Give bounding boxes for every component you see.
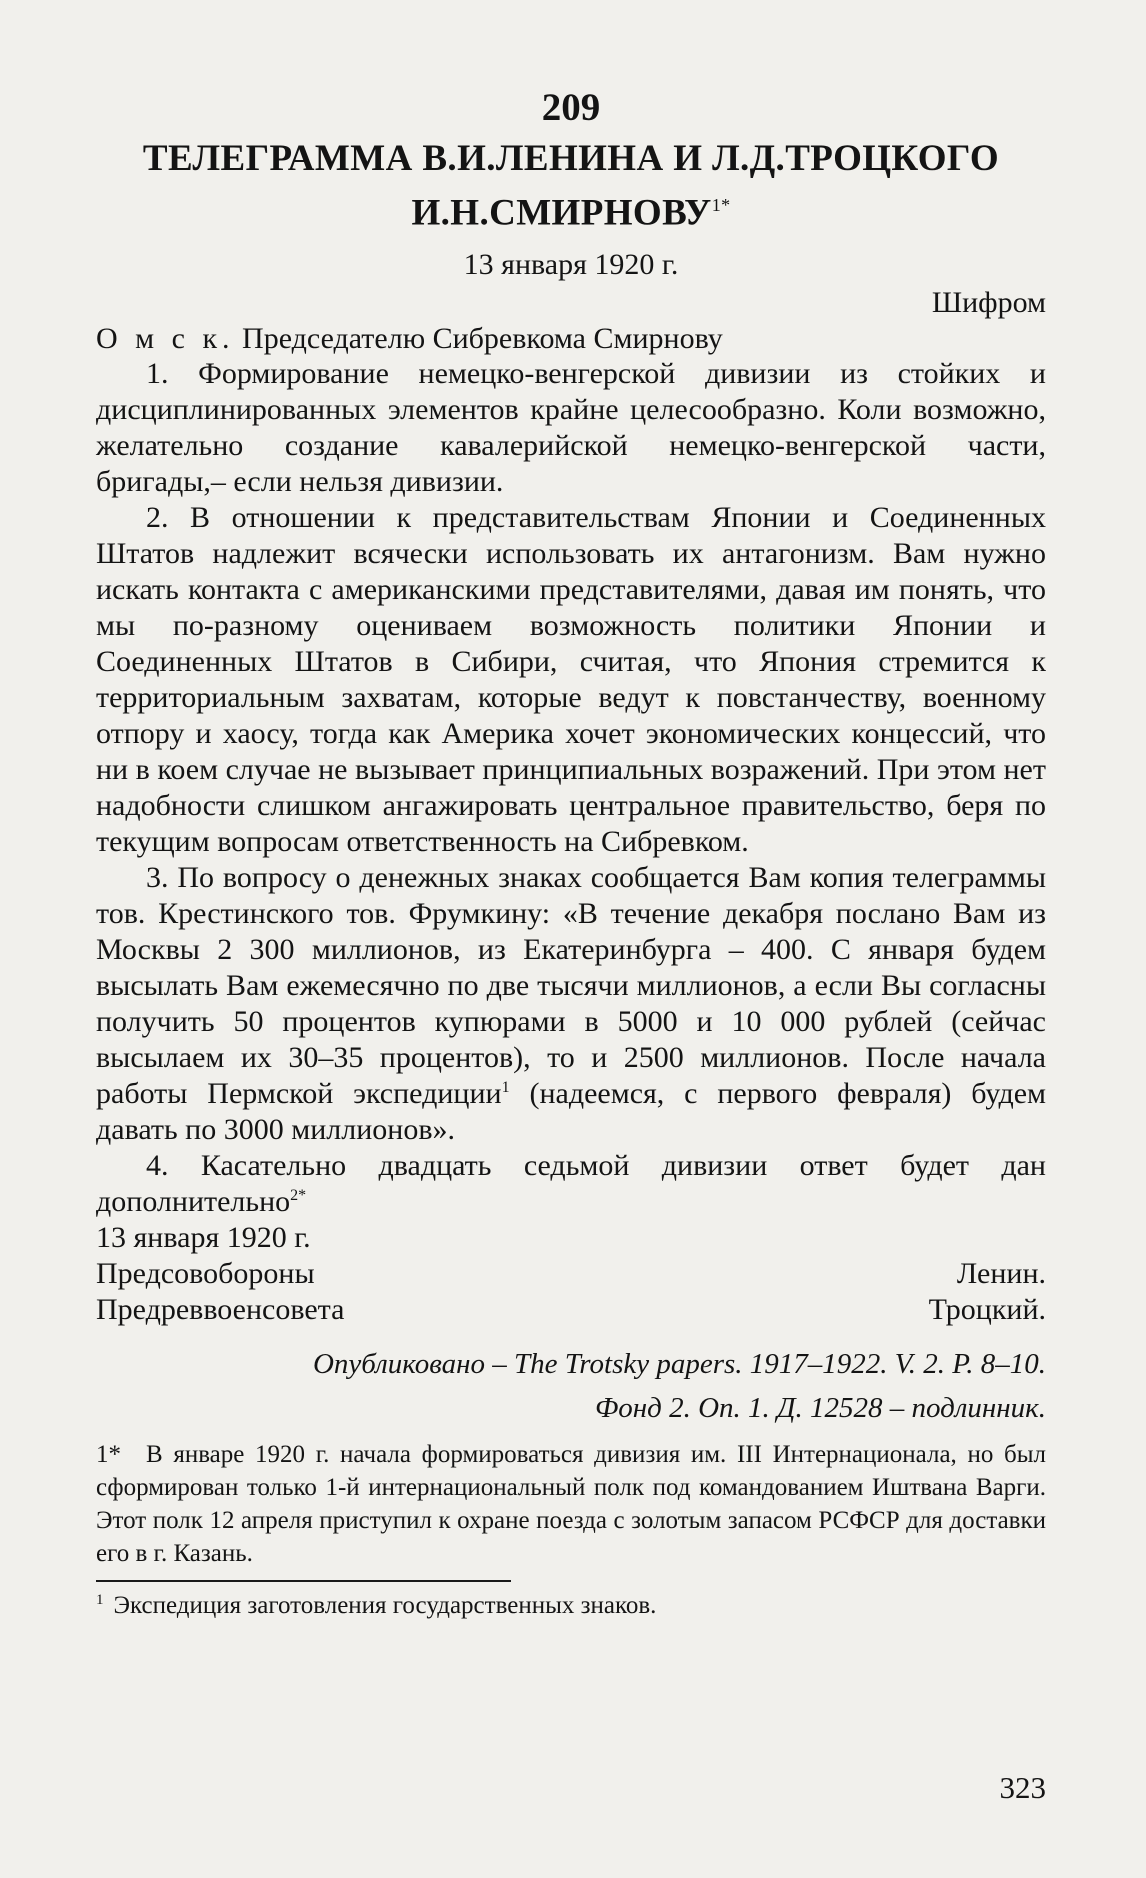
publication-source: Опубликовано – The Trotsky papers. 1917–1922. V. 2. P. 8–10. <box>312 1348 1046 1381</box>
document-date: 13 января 1920 г. <box>463 248 679 282</box>
addressee-recipient: Председателю Сибревкома Смирнову <box>242 322 723 356</box>
signature-name: Троцкий. <box>928 1293 1046 1327</box>
document-title <box>96 135 1046 236</box>
paragraph-4-text-a: 4. Касательно двадцать седьмой дивизии ответ будет дан дополнительно <box>96 1149 1046 1219</box>
editorial-note <box>96 1438 1046 1570</box>
page-number: 323 <box>999 1770 1046 1805</box>
footnote-text: Экспедиция заготовления государственных знаков. <box>113 1592 657 1620</box>
document-number: 209 <box>541 86 601 129</box>
footnote-mark: 1 <box>96 1592 104 1608</box>
title-note-mark: 1* <box>711 195 731 215</box>
document-title-line-1: ТЕЛЕГРАММА В.И.ЛЕНИНА И Л.Д.ТРОЦКОГО <box>142 138 1000 179</box>
signature-row <box>96 1292 1046 1328</box>
paragraph-3-text-b: (надеемся, с первого февраля) будем давать по 3000 миллионов». <box>96 1077 1047 1147</box>
footnote <box>96 1590 1046 1622</box>
page-content <box>96 84 1046 1622</box>
paragraph-2: 2. В отношении к представительствам Японии и Соединенных Штатов надлежит всячески использовать их антагонизм. Вам нужно искать контакта с американскими представителями, давая им понять, что мы по-разному оцениваем возможность политики Японии и Соединенных Штатов в Сибири, считая, что Япония стремится к территориальным захватам, которые ведут к повстанчеству, военному отпору и хаосу, тогда как Америка хочет экономических концессий, что ни в коем случае не вызывает принципиальных возражений. При этом нет надобности слишком ангажировать центральное правительство, беря по текущим вопросам ответственность на Сибревком. <box>96 501 1046 859</box>
signature-date: 13 января 1920 г. <box>96 1221 311 1255</box>
paragraph-3 <box>96 860 1046 1148</box>
cipher-label: Шифром <box>931 286 1046 320</box>
paragraph-4 <box>96 1148 1046 1220</box>
paragraph-1: 1. Формирование немецко-венгерской дивизии из стойких и дисциплинированных элементов крайне целесообразно. Коли возможно, желательно создание кавалерийской немецко-венгерской части, бригады,– если нельзя дивизии. <box>96 357 1046 499</box>
document-title-line-2-text: И.Н.СМИРНОВУ <box>411 192 712 234</box>
signature-row <box>96 1256 1046 1292</box>
paragraph-3-text-a: 3. По вопросу о денежных знаках сообщается Вам копия телеграммы тов. Крестинского тов. Фрумкину: «В течение декабря послано Вам из Москвы 2 300 миллионов, из Екатеринбурга – 400. С января будем высылать Вам ежемесячно по две тысячи миллионов, а если Вы согласны получить 50 процентов купюрами в 5000 и 10 000 рублей (сейчас высылаем их 30–35 процентов), то и 2500 миллионов. После начала работы Пермской экспедиции <box>96 861 1046 1111</box>
editorial-note-text: В январе 1920 г. начала формироваться дивизия им. III Интернационала, но был сформирован только 1-й интернациональный полк под командованием Иштвана Варги. Этот полк 12 апреля приступил к охране поезда с золотым запасом РСФСР для доставки его в г. Казань. <box>96 1441 1046 1568</box>
addressee-city: О м с к. <box>96 322 235 356</box>
footnote-ref-1: 1 <box>501 1079 510 1097</box>
signature-position: Предсовобороны <box>96 1257 315 1291</box>
footnote-divider <box>96 1580 511 1582</box>
editorial-note-mark: 1* <box>96 1441 121 1469</box>
document-title-line-2 <box>96 182 1046 236</box>
telegram-body <box>96 356 1046 1220</box>
signature-name: Ленин. <box>956 1257 1046 1291</box>
addressee <box>96 321 1046 356</box>
signature-position: Предреввоенсовета <box>96 1293 345 1327</box>
archive-reference: Фонд 2. Оп. 1. Д. 12528 – подлинник. <box>594 1392 1046 1425</box>
note-ref-2: 2* <box>290 1187 307 1205</box>
